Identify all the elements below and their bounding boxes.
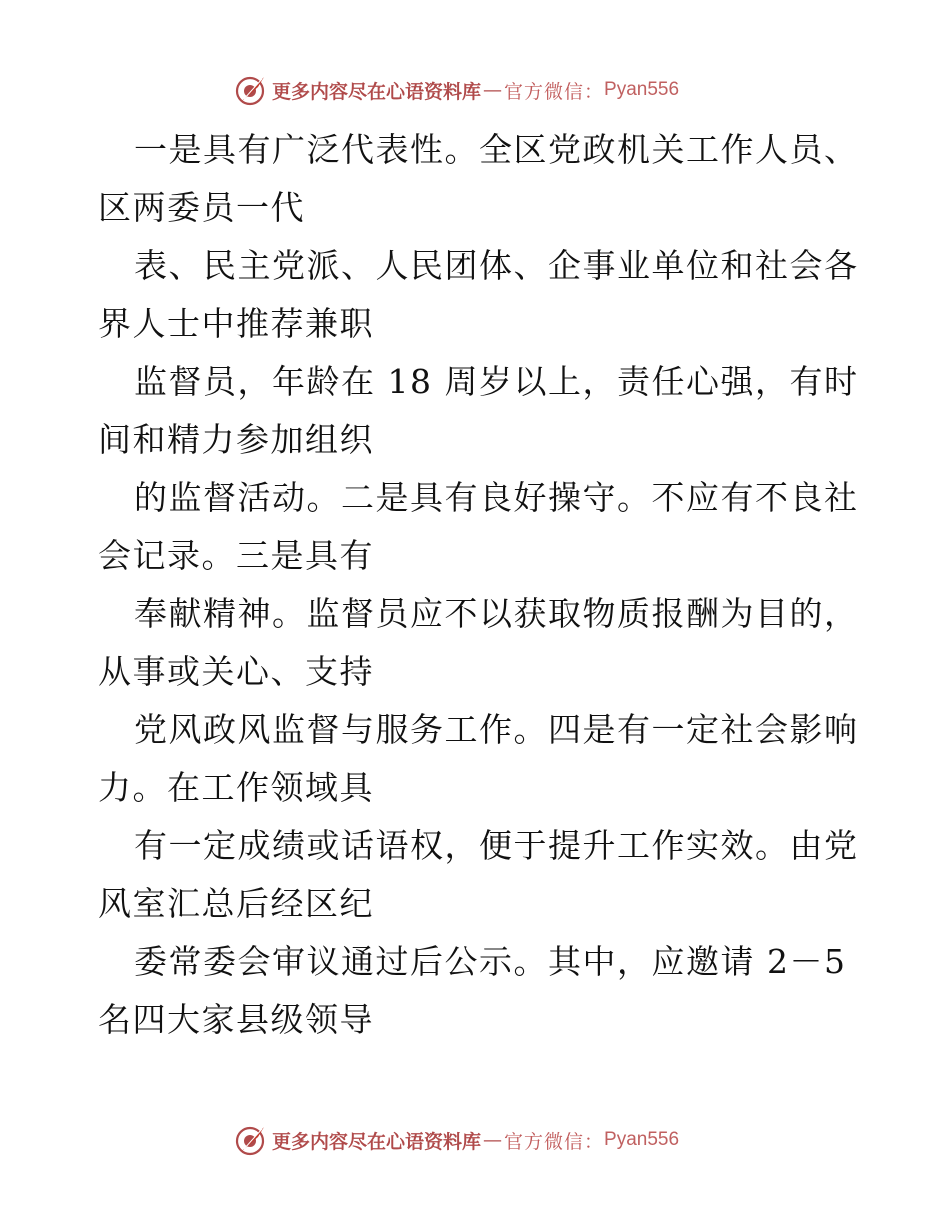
text-line: 会记录。三是具有 bbox=[98, 536, 374, 575]
document-body bbox=[98, 121, 858, 1049]
watermark-separator: — bbox=[483, 79, 503, 101]
watermark-wechat-label: 官方微信： bbox=[504, 80, 605, 103]
text-line: 有一定成绩或话语权，便于提升工作实效。由党 bbox=[134, 826, 859, 865]
watermark-title: 更多内容尽在心语资料库 bbox=[272, 80, 482, 103]
text-line: 区两委员一代 bbox=[98, 188, 305, 227]
paragraph bbox=[98, 353, 858, 469]
text-line: 间和精力参加组织 bbox=[98, 420, 374, 459]
paragraph bbox=[98, 817, 858, 933]
text-line: 监督员，年龄在 18 周岁以上，责任心强，有时 bbox=[134, 362, 859, 401]
text-line: 一是具有广泛代表性。全区党政机关工作人员、 bbox=[134, 130, 859, 169]
footer-watermark bbox=[234, 1123, 679, 1157]
text-line: 风室汇总后经区纪 bbox=[98, 884, 374, 923]
watermark-wechat-id: Pyan556 bbox=[604, 79, 680, 100]
text-line: 界人士中推荐兼职 bbox=[98, 304, 374, 343]
text-line: 的监督活动。二是具有良好操守。不应有不良社 bbox=[134, 478, 859, 517]
paragraph bbox=[98, 933, 858, 1049]
text-line: 表、民主党派、人民团体、企事业单位和社会各 bbox=[134, 246, 859, 285]
text-line: 委常委会审议通过后公示。其中，应邀请 2－5 bbox=[134, 942, 847, 981]
paragraph bbox=[98, 585, 858, 701]
paragraph bbox=[98, 237, 858, 353]
paragraph bbox=[98, 701, 858, 817]
text-line: 从事或关心、支持 bbox=[98, 652, 374, 691]
text-line: 名四大家县级领导 bbox=[98, 1000, 374, 1039]
quill-pen-logo-icon bbox=[234, 73, 268, 107]
text-line: 奉献精神。监督员应不以获取物质报酬为目的， bbox=[134, 594, 859, 633]
watermark-wechat-id: Pyan556 bbox=[604, 1129, 680, 1150]
watermark-title: 更多内容尽在心语资料库 bbox=[272, 1130, 482, 1153]
quill-pen-logo-icon bbox=[234, 1123, 268, 1157]
header-watermark bbox=[234, 73, 679, 107]
text-line: 党风政风监督与服务工作。四是有一定社会影响 bbox=[134, 710, 859, 749]
watermark-separator: — bbox=[483, 1129, 503, 1151]
watermark-wechat-label: 官方微信： bbox=[504, 1130, 605, 1153]
text-line: 力。在工作领域具 bbox=[98, 768, 374, 807]
paragraph bbox=[98, 121, 858, 237]
paragraph bbox=[98, 469, 858, 585]
